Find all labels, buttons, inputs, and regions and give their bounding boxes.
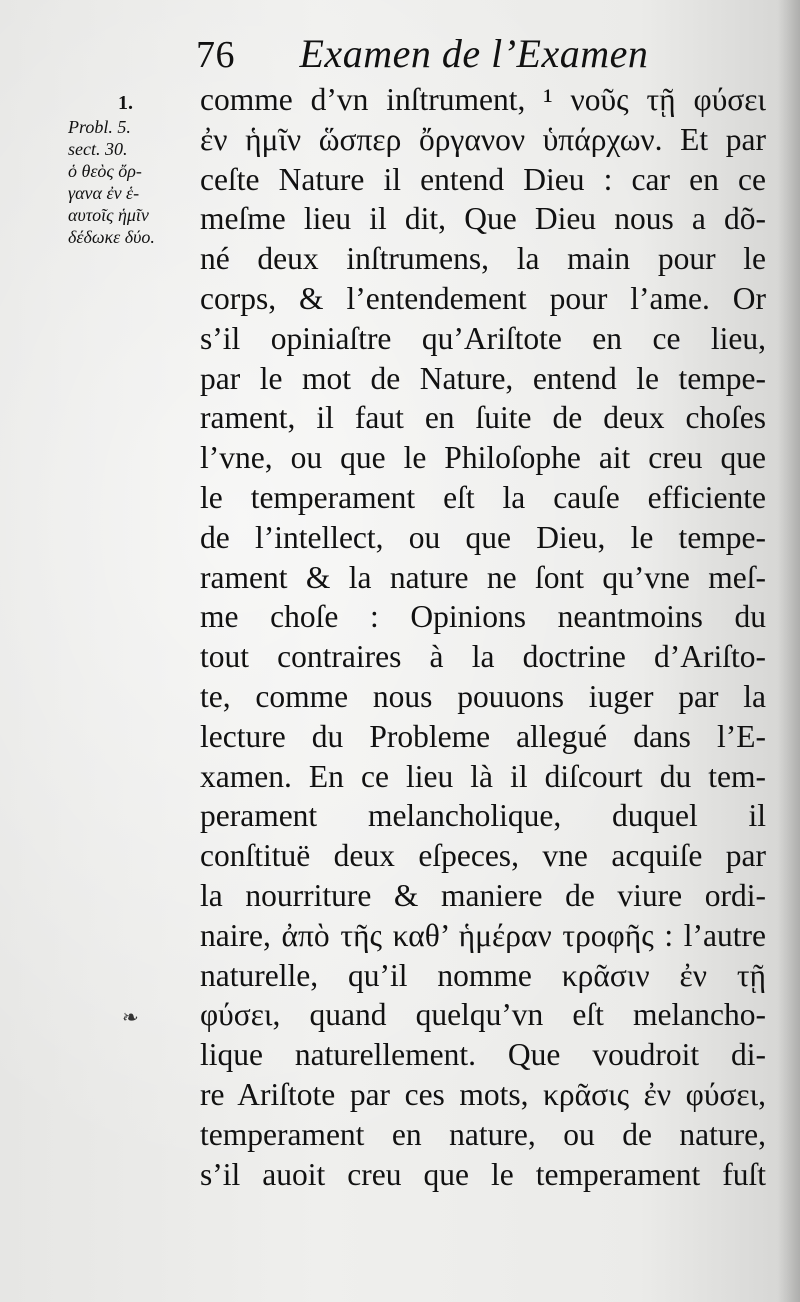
- text-line: me choſe : Opinions neantmoins du: [200, 599, 766, 635]
- text-line: naire, ἀπὸ τῆς καθ’ ἡμέραν τροφῆς : l’autre: [200, 917, 766, 953]
- marginal-note-number: 1.: [118, 92, 133, 114]
- text-line: re Ariſtote par ces mots, κρᾶσις ἐν φύσει,: [200, 1076, 766, 1112]
- text-line: de l’intellect, ou que Dieu, le tempe-: [200, 519, 766, 555]
- marginal-note-line: αυτοῖς ἡμῖν: [68, 205, 149, 225]
- page-number: 76: [196, 34, 235, 76]
- marginal-note-line: Probl. 5.: [68, 117, 131, 137]
- marginal-note-line: sect. 30.: [68, 139, 128, 159]
- marginal-note-line: γανα ἐν ἑ-: [68, 183, 140, 203]
- text-line: rament, il faut en ſuite de deux choſes: [200, 400, 766, 436]
- marginal-note-line: δέδωκε δύο.: [68, 227, 155, 247]
- text-line: l’vne, ou que le Philoſophe ait creu que: [200, 440, 766, 476]
- running-title: Examen de l’Examen: [299, 31, 649, 76]
- text-line: temperament en nature, ou de nature,: [200, 1116, 766, 1152]
- text-line: ceſte Nature il entend Dieu : car en ce: [200, 161, 766, 197]
- text-line: conſtituë deux eſpeces, vne acquiſe par: [200, 838, 766, 874]
- text-line: par le mot de Nature, entend le tempe-: [200, 360, 766, 396]
- text-line: lique naturellement. Que voudroit di-: [200, 1037, 766, 1073]
- ink-blot-ornament: ❧: [122, 1007, 139, 1029]
- text-line: rament & la nature ne ſont qu’vne meſ-: [200, 559, 766, 595]
- marginal-note: [68, 92, 196, 248]
- text-line: naturelle, qu’il nomme κρᾶσιν ἐν τῇ: [200, 957, 766, 993]
- text-line: φύσει, quand quelqu’vn eſt melancho-: [200, 997, 766, 1033]
- body-text: [200, 80, 766, 1194]
- text-line: comme d’vn inſtrument, ¹ νοῦς τῇ φύσει: [200, 82, 766, 117]
- text-line: perament melancholique, duquel il: [200, 798, 766, 834]
- marginal-note-line: ὁ θεὸς ὄρ-: [68, 161, 142, 181]
- text-line: la nourriture & maniere de viure ordi-: [200, 877, 766, 913]
- text-line: s’il auoit creu que le temperament fuſt: [200, 1156, 766, 1192]
- text-line: xamen. En ce lieu là il diſcourt du tem-: [200, 758, 766, 794]
- text-line: né deux inſtrumens, la main pour le: [200, 241, 766, 277]
- text-line: tout contraires à la doctrine d’Ariſto-: [200, 639, 766, 675]
- text-line: corps, & l’entendement pour l’ame. Or: [200, 280, 766, 316]
- text-line: meſme lieu il dit, Que Dieu nous a dõ-: [200, 201, 766, 237]
- page-header: [196, 30, 756, 78]
- text-line: lecture du Probleme allegué dans l’E-: [200, 718, 766, 754]
- text-line: ἐν ἡμῖν ὥσπερ ὄργανον ὑπάρχων. Et par: [200, 121, 766, 157]
- text-line: s’il opiniaſtre qu’Ariſtote en ce lieu,: [200, 320, 766, 356]
- text-line: le temperament eſt la cauſe efficiente: [200, 479, 766, 515]
- text-line: te, comme nous pouuons iuger par la: [200, 678, 766, 714]
- page-gutter-shadow: [778, 0, 800, 1302]
